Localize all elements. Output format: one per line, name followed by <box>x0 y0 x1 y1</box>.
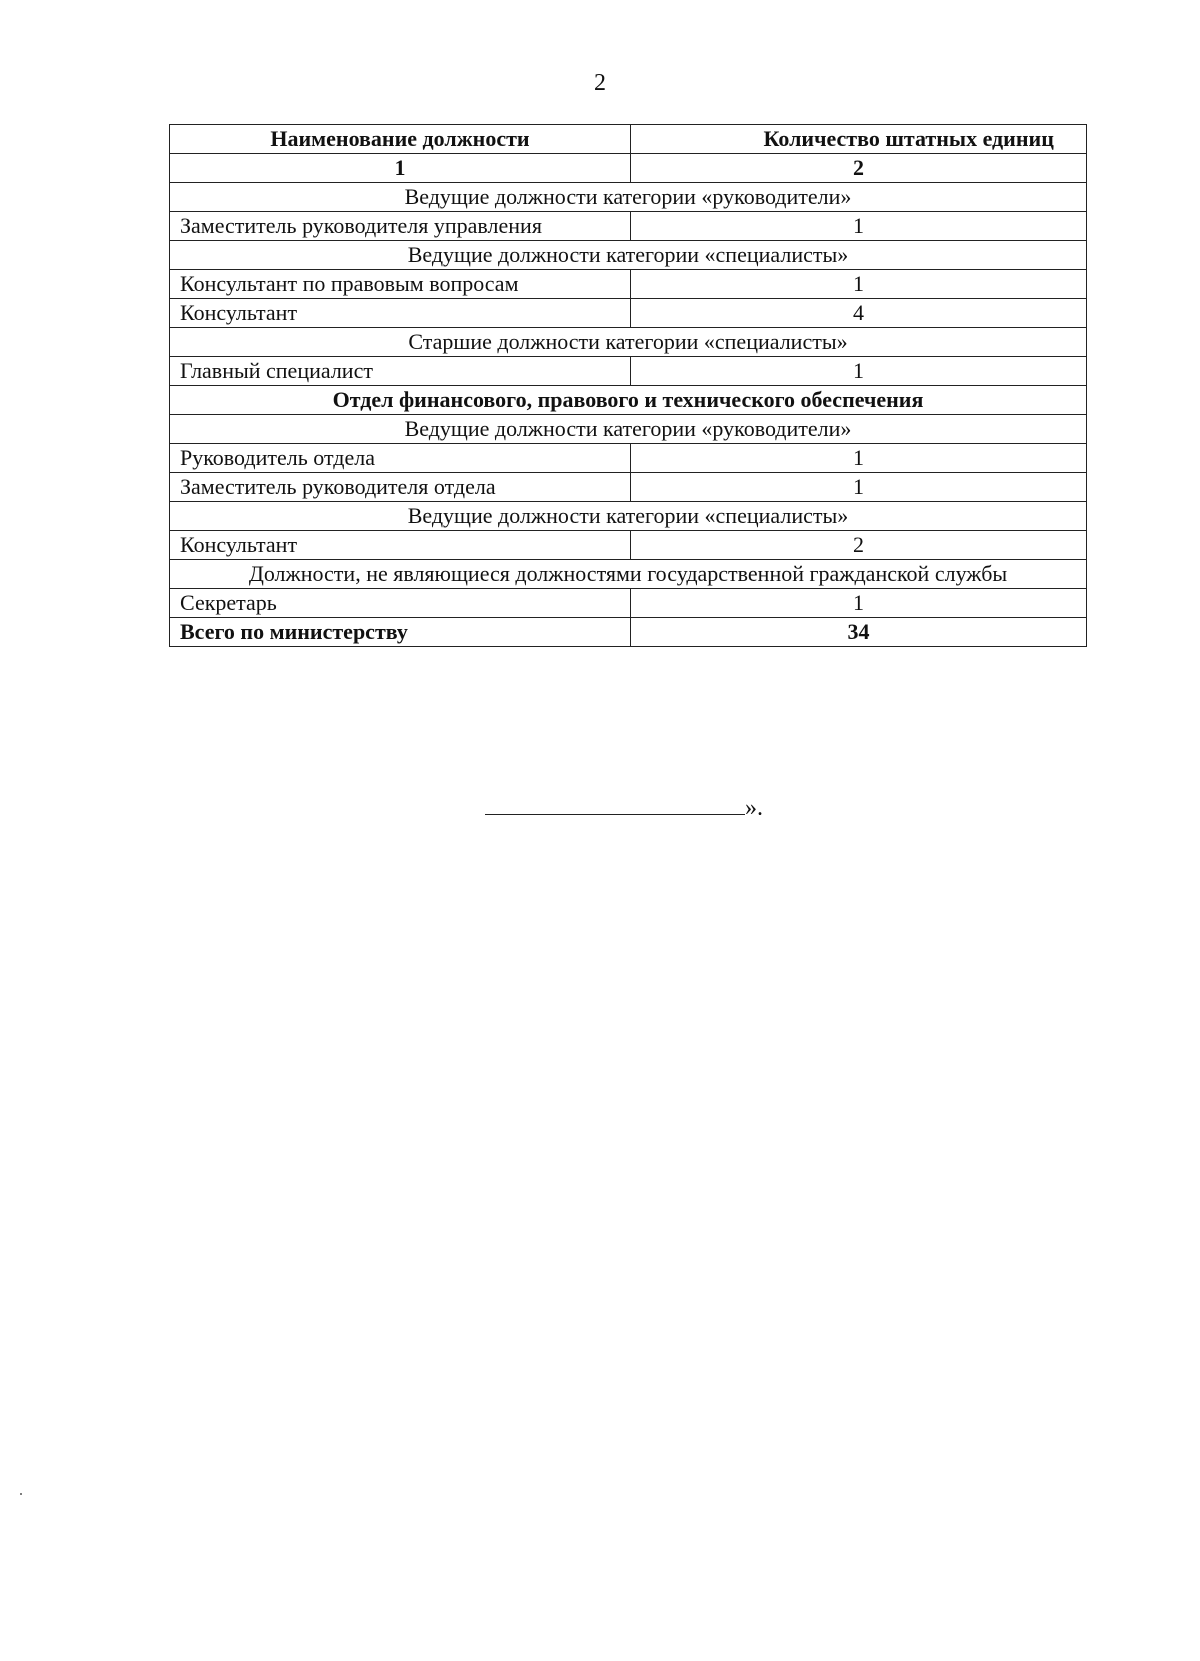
underline-blank <box>485 796 745 815</box>
table-row <box>170 270 1087 299</box>
category-heading-row <box>170 328 1087 357</box>
staff-count: 2 <box>631 531 1087 560</box>
category-heading-row <box>170 560 1087 589</box>
position-name: Консультант <box>170 299 631 328</box>
position-name: Консультант по правовым вопросам <box>170 270 631 299</box>
category-heading-row <box>170 415 1087 444</box>
category-heading-row <box>170 502 1087 531</box>
table-row <box>170 531 1087 560</box>
staff-count: 4 <box>631 299 1087 328</box>
position-name: Главный специалист <box>170 357 631 386</box>
total-row <box>170 618 1087 647</box>
staff-count: 1 <box>631 357 1087 386</box>
header-staff-count-text: Количество штатных единиц <box>763 126 1054 151</box>
department-heading: Отдел финансового, правового и технического обеспечения <box>170 386 1087 415</box>
table-row <box>170 357 1087 386</box>
position-name: Заместитель руководителя отдела <box>170 473 631 502</box>
closing-line <box>485 795 763 822</box>
category-heading-row <box>170 183 1087 212</box>
staff-count: 1 <box>631 473 1087 502</box>
category-heading-row <box>170 241 1087 270</box>
position-name: Консультант <box>170 531 631 560</box>
staff-count: 1 <box>631 212 1087 241</box>
scan-speck <box>20 1493 22 1495</box>
table-body <box>170 183 1087 618</box>
total-label: Всего по министерству <box>170 618 631 647</box>
department-heading-row <box>170 386 1087 415</box>
category-heading: Старшие должности категории «специалисты» <box>170 328 1087 357</box>
closing-quote-mark: ». <box>745 795 763 821</box>
table-row <box>170 444 1087 473</box>
category-heading: Ведущие должности категории «специалисты» <box>170 502 1087 531</box>
category-heading: Должности, не являющиеся должностями государственной гражданской службы <box>170 560 1087 589</box>
column-number-2: 2 <box>631 154 1087 183</box>
position-name: Руководитель отдела <box>170 444 631 473</box>
position-name: Заместитель руководителя управления <box>170 212 631 241</box>
staff-count: 1 <box>631 270 1087 299</box>
header-position-name: Наименование должности <box>170 125 631 154</box>
staffing-table <box>169 124 1087 647</box>
table-row <box>170 473 1087 502</box>
table-header-row <box>170 125 1087 154</box>
staff-count: 1 <box>631 444 1087 473</box>
column-number-row <box>170 154 1087 183</box>
staff-count: 1 <box>631 589 1087 618</box>
position-name: Секретарь <box>170 589 631 618</box>
category-heading: Ведущие должности категории «руководители» <box>170 415 1087 444</box>
total-count: 34 <box>631 618 1087 647</box>
page-number: 2 <box>594 70 606 96</box>
header-staff-count <box>631 125 1087 154</box>
table-row <box>170 299 1087 328</box>
column-number-1: 1 <box>170 154 631 183</box>
table-row <box>170 212 1087 241</box>
table-row <box>170 589 1087 618</box>
category-heading: Ведущие должности категории «специалисты» <box>170 241 1087 270</box>
category-heading: Ведущие должности категории «руководители» <box>170 183 1087 212</box>
